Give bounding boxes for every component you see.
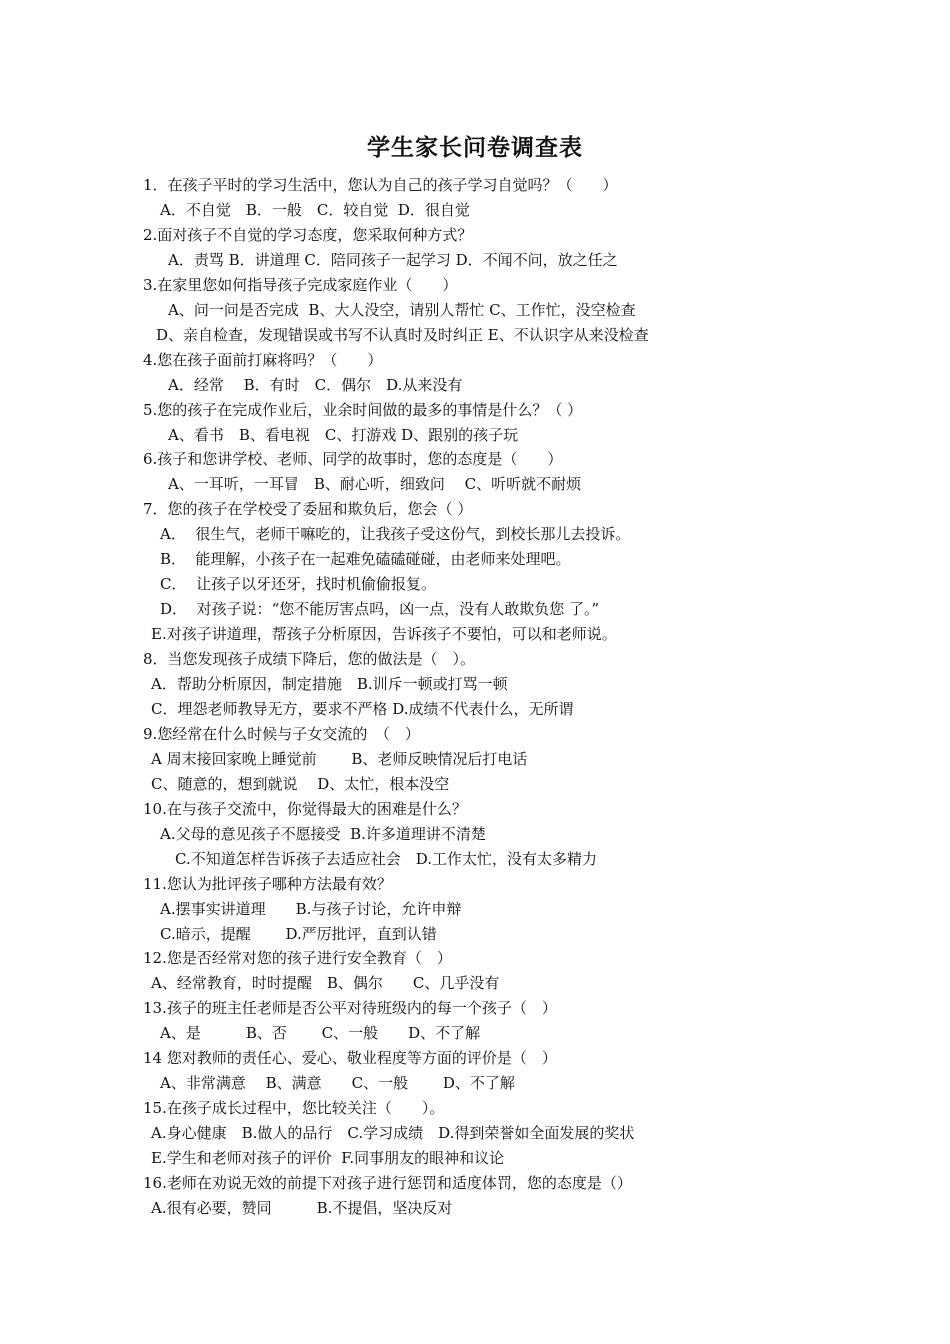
text-line: A．帮助分析原因，制定措施 B.训斥一顿或打骂一顿 [151,675,508,693]
text-line: 5.您的孩子在完成作业后，业余时间做的最多的事情是什么？（ ） [143,401,583,419]
text-line: D． 对孩子说：“您不能厉害点吗，凶一点，没有人敢欺负您 了。” [160,600,600,618]
text-line: A.父母的意见孩子不愿接受 B.许多道理讲不清楚 [160,825,486,843]
text-line: 13.孩子的班主任老师是否公平对待班级内的每一个孩子（ ） [143,999,557,1017]
text-line: A 周末接回家晚上睡觉前 B、老师反映情况后打电话 [151,750,528,768]
text-line: C.暗示，提醒 D.严厉批评，直到认错 [160,925,437,943]
text-line: A.很有必要，赞同 B.不提倡，坚决反对 [151,1199,453,1217]
text-line: A、一耳听，一耳冒 B、耐心听，细致问 C、听听就不耐烦 [168,475,582,493]
text-line: C．埋怨老师教导无方，要求不严格 D.成绩不代表什么，无所谓 [151,700,574,718]
text-line: A．经常 B．有时 C．偶尔 D.从来没有 [168,376,463,394]
text-line: A、看书 B、看电视 C、打游戏 D、跟别的孩子玩 [168,426,519,444]
text-line: 2.面对孩子不自觉的学习态度，您采取何种方式？ [143,226,473,244]
text-line: C． 让孩子以牙还牙，找时机偷偷报复。 [160,575,437,593]
text-line: 3.在家里您如何指导孩子完成家庭作业（ ） [143,276,458,294]
text-line: 15.在孩子成长过程中，您比较关注（ ）。 [143,1099,445,1117]
text-line: A、经常教育，时时提醒 B、偶尔 C、几乎没有 [151,974,500,992]
text-line: A、非常满意 B、满意 C、一般 D、不了解 [160,1074,515,1092]
text-line: 10.在与孩子交流中，你觉得最大的困难是什么？ [143,800,467,818]
text-line: 14 您对教师的责任心、爱心、敬业程度等方面的评价是（ ） [143,1049,557,1067]
text-line: A、是 B、否 C、一般 D、不了解 [160,1024,481,1042]
text-line: 1．在孩子平时的学习生活中，您认为自己的孩子学习自觉吗？（ ） [143,176,618,194]
text-line: 8．当您发现孩子成绩下降后，您的做法是（ ）。 [143,650,476,668]
text-line: B． 能理解，小孩子在一起难免磕磕碰碰，由老师来处理吧。 [160,550,571,568]
page-title: 学生家长问卷调查表 [367,134,583,161]
text-line: 6.孩子和您讲学校、老师、同学的故事时，您的态度是（ ） [143,450,563,468]
text-line: A、问一问是否完成 B、大人没空，请别人帮忙 C、工作忙，没空检查 [168,301,636,319]
text-line: A.摆事实讲道理 B.与孩子讨论，允许申辩 [160,900,462,918]
text-line: A． 很生气，老师干嘛吃的，让我孩子受这份气，到校长那儿去投诉。 [160,525,631,543]
text-line: 4.您在孩子面前打麻将吗？（ ） [143,351,383,369]
text-line: 12.您是否经常对您的孩子进行安全教育（ ） [143,949,452,967]
text-line: A．不自觉 B．一般 C．较自觉 D．很自觉 [160,201,470,219]
text-line: E.学生和老师对孩子的评价 F.同事朋友的眼神和议论 [151,1149,505,1167]
text-line: C.不知道怎样告诉孩子去适应社会 D.工作太忙，没有太多精力 [175,850,597,868]
text-line: D、亲自检查，发现错误或书写不认真时及时纠正 E、不认识字从来没检查 [156,326,649,344]
text-line: E.对孩子讲道理，帮孩子分析原因，告诉孩子不要怕，可以和老师说。 [151,625,617,643]
text-line: A．责骂 B．讲道理 C．陪同孩子一起学习 D．不闻不问，放之任之 [168,251,618,269]
text-line: 16.老师在劝说无效的前提下对孩子进行惩罚和适度体罚，您的态度是（） [143,1174,632,1192]
text-line: C、随意的，想到就说 D、太忙，根本没空 [151,775,450,793]
text-line: 9.您经常在什么时候与子女交流的 （ ） [143,725,420,743]
text-line: 7．您的孩子在学校受了委屈和欺负后，您会（ ） [143,500,473,518]
text-line: 11.您认为批评孩子哪种方法最有效？ [143,875,392,893]
text-line: A.身心健康 B.做人的品行 C.学习成绩 D.得到荣誉如全面发展的奖状 [151,1124,635,1142]
